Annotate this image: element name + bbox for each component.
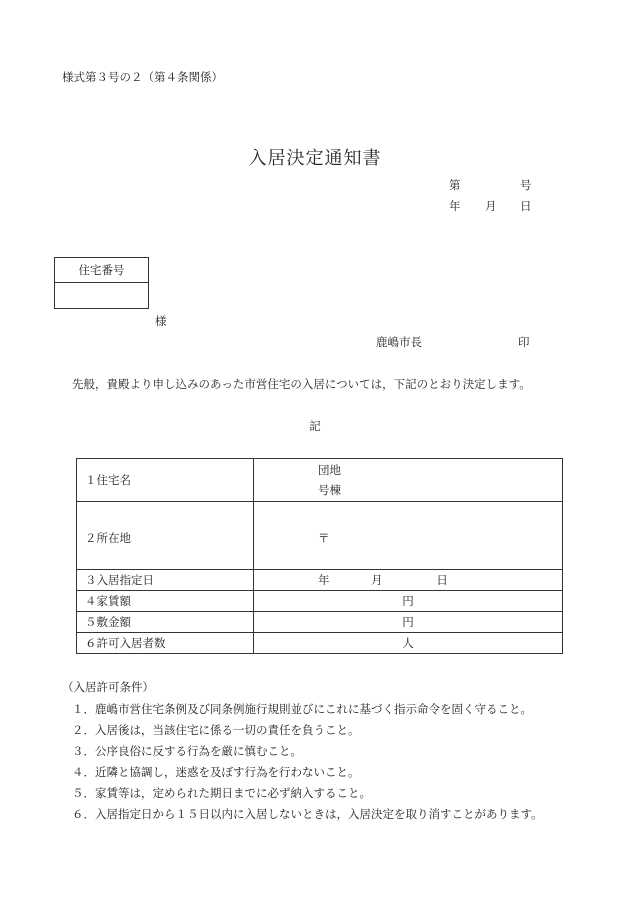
move-in-date-value [254, 570, 563, 591]
condition-item: ３．公序良俗に反する行為を厳に慎むこと。 [72, 744, 302, 758]
table-row [77, 502, 563, 570]
housing-number-field[interactable] [55, 283, 148, 308]
condition-item: ５．家賃等は，定められた期日までに必ず納入すること。 [72, 786, 371, 800]
date-year: 年 [449, 199, 461, 213]
rent-unit: 円 [254, 591, 563, 612]
intro-text: 先般，貴殿より申し込みのあった市営住宅の入居については，下記のとおり決定します。 [72, 377, 531, 391]
danchi-label: 団地 [318, 463, 341, 477]
housing-number-label: 住宅番号 [55, 258, 148, 283]
doc-number-prefix: 第 [449, 178, 461, 192]
conditions-title: （入居許可条件） [62, 680, 154, 694]
deposit-label: ５敷金額 [77, 612, 254, 633]
occupants-unit: 人 [254, 633, 563, 654]
move-in-year: 年 [318, 573, 330, 587]
housing-name-value [254, 459, 563, 502]
table-row [77, 570, 563, 591]
move-in-day: 日 [436, 573, 448, 587]
postal-mark: 〒 [318, 530, 330, 545]
document-title: 入居決定通知書 [248, 148, 382, 169]
ki-heading: 記 [309, 419, 321, 433]
table-row [77, 612, 563, 633]
table-row [77, 459, 563, 502]
condition-item: ４．近隣と協調し，迷惑を及ぼす行為を行わないこと。 [72, 765, 360, 779]
condition-item: ６．入居指定日から１５日以内に入居しないときは，入居決定を取り消すことがあります。 [72, 807, 543, 821]
rent-label: ４家賃額 [77, 591, 254, 612]
form-number: 様式第３号の２（第４条関係） [62, 70, 223, 84]
seal-mark: 印 [518, 335, 530, 349]
housing-name-label: １住宅名 [77, 459, 254, 502]
table-row [77, 591, 563, 612]
deposit-unit: 円 [254, 612, 563, 633]
goto-label: 号棟 [318, 483, 341, 497]
issuer-name: 鹿嶋市長 [376, 335, 422, 349]
decision-table [76, 458, 563, 654]
housing-number-box [54, 257, 149, 309]
address-value [254, 502, 563, 570]
doc-number-suffix: 号 [520, 178, 532, 192]
table-row [77, 633, 563, 654]
move-in-date-label: ３入居指定日 [77, 570, 254, 591]
condition-item: １．鹿嶋市営住宅条例及び同条例施行規則並びにこれに基づく指示命令を固く守ること。 [72, 702, 532, 716]
date-day: 日 [520, 199, 532, 213]
occupants-label: ６許可入居者数 [77, 633, 254, 654]
move-in-month: 月 [371, 573, 383, 587]
recipient-honorific: 様 [155, 314, 167, 328]
condition-item: ２．入居後は，当該住宅に係る一切の責任を負うこと。 [72, 723, 360, 737]
date-month: 月 [485, 199, 497, 213]
address-label: ２所在地 [77, 502, 254, 570]
